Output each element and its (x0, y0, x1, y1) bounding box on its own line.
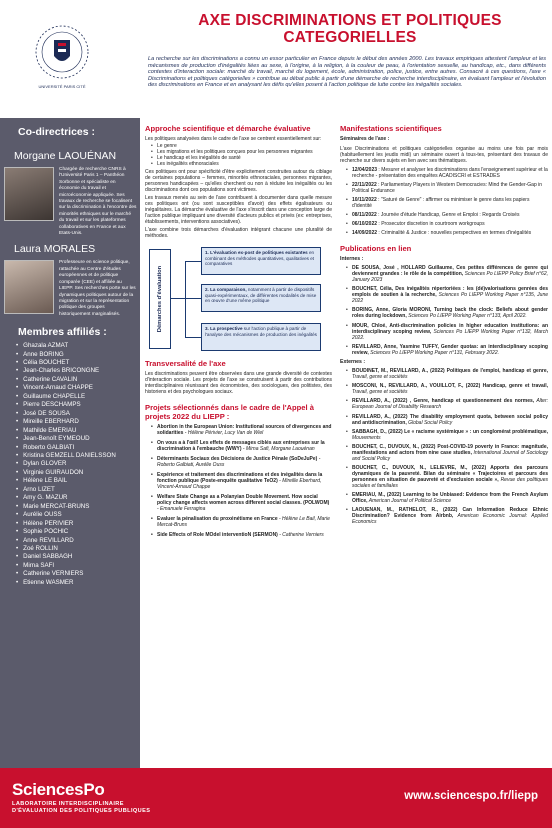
publication-ref: SABBAGH, D., (2022) Le « racisme systémique » : un conglomérat problématique, (352, 428, 548, 435)
lab-name-line-2: D'ÉVALUATION DES POLITIQUES PUBLIQUES (12, 808, 151, 814)
transversalite-heading: Transversalité de l'axe (145, 359, 226, 368)
approche-p4: L'axe combine trois démarches d'évaluation intégrant chacune une pluralité de méthodes. (145, 227, 332, 239)
approche-intro: Les politiques analysées dans le cadre de l'axe se centrent essentiellement sur: (145, 136, 322, 142)
page-title (150, 12, 550, 46)
person2-photo (4, 260, 54, 314)
publication-source: International Journal of Sociology and Social Policy (352, 449, 548, 462)
member-item: • Mireille EBERHARD (16, 418, 140, 426)
member-item: • Mirna SAFI (16, 562, 140, 570)
member-item: • Guillaume CHAPELLE (16, 393, 140, 401)
idex-seal-icon (4, 12, 104, 112)
lab-name-line-1: LABORATOIRE INTERDISCIPLINAIRE (12, 801, 124, 807)
member-item: • Etienne WASMER (16, 579, 140, 587)
publication-ref: REVILLARD, A., (2022) The disability employment quota, between social policy and antidiscrimination, (352, 413, 548, 426)
member-item: • Roberto GALBIATI (16, 444, 140, 452)
diagram-item-3 (201, 323, 321, 351)
member-item: • Jean-Charles BRICONGNE (16, 367, 140, 375)
approche-p2: Ces politiques ont pour spécificité d'être explicitement construites autour du ciblage de certaines populations – femmes, minorités ethnoraciales, personnes migrantes, personnes handicapées – qu'elles cherchent ou non à réduire les inégalités ou les discriminations dont ces populations sont victimes. (145, 169, 332, 193)
member-item: • Hélène PERIVIER (16, 520, 140, 528)
projet-authors: - Hélène Périvier, Lucy Van de Wiel (183, 430, 264, 436)
member-item: • Daniel SABBAGH (16, 553, 140, 561)
publication-item (352, 429, 548, 441)
member-item: • Hélène LE BAIL (16, 477, 140, 485)
person2-desc: Professeure en science politique, rattachée au Centre d'études européennes et de politique comparée (CEE) et affiliée au LIEPP. Ses recherches porte sur les dynamiques politiques autour de la migration et sur la représentation politique des groupes historiquement marginalisés. (59, 260, 136, 317)
diagram-item-3-title: 3. La prospective (205, 326, 243, 331)
codirectrices-heading: Co-directrices : (18, 126, 96, 138)
event-date: 06/10/2022 (352, 221, 378, 227)
publication-ref: BOUCHET, Célia, Des inégalités répertoriées : les (dé)valorisations genrées des emplois de soutien à la recherche, (352, 286, 548, 299)
event-text: : Prosecutor discretion in courtroom workgroups (377, 221, 485, 227)
person1-desc: Chargée de recherche CNRS à l'Université Paris 1 – Panthéon Sorbonne et spécialiste en économie du travail et microéconomie appliquée. Ses travaux de recherche se focalisent sur la discrimination à l'encontre des minorités ethniques sur le marché du travail et sur les plateformes collaboratives en France et aux Etats-Unis. (59, 167, 137, 237)
member-item: • Anne BORING (16, 351, 140, 359)
publication-ref: MOSCONI, N., REVILLARD, A., VOUILLOT, F., (2022) Handicap, genre et travail, (352, 383, 548, 390)
member-item: • Dylan GLOVER (16, 460, 140, 468)
publication-source: Alter: European Journal of Disability Research (352, 398, 548, 411)
title-line-2: CATEGORIELLES (283, 29, 417, 46)
member-item: • Kristina GEMZELL DANIELSSON (16, 452, 140, 460)
publication-item (352, 265, 548, 283)
publication-ref: REVILLARD, A., (2022) , Genre, handicap et questionnement des normes, (352, 398, 535, 405)
diagram-item-1-title: 1. L'évaluation ex-post de politiques existantes (205, 250, 308, 255)
projet-item (157, 456, 332, 468)
seminaires-label: Séminaires de l'axe : (340, 136, 390, 142)
approche-item: • Les migrations et les politiques conçues pour les personnes migrantes (157, 149, 332, 155)
publication-source: Sciences Po LIEPP Working Paper n°135, June 2022 (352, 292, 549, 305)
publication-item (352, 507, 548, 525)
approche-heading: Approche scientifique et démarche évaluative (145, 124, 311, 133)
members-list (16, 342, 140, 587)
projet-title: Side Effects of Role MOdel interventioN (SERMON) (157, 532, 278, 538)
title-line-1: AXE DISCRIMINATIONS ET POLITIQUES (198, 12, 502, 29)
event-item (352, 221, 548, 227)
publications-heading: Publications en lien (340, 244, 412, 253)
members-heading: Membres affiliés : (18, 326, 107, 339)
publication-item (352, 323, 548, 341)
publication-item (352, 465, 548, 489)
member-item: • Catherine VERNIERS (16, 570, 140, 578)
projet-authors: - Hélène Le Bail, Marie Mercat-Bruns (157, 516, 330, 528)
approche-p3: Les travaux menés au sein de l'axe contribuent à documenter dans quelle mesure ces politiques ont (ou sont susceptibles d'avoir) des effets égalisateurs ou inégalitaires. La démarche évaluative de l'axe s'inscrit dans une conception large de l'action publique impliquant une diversité d'acteurs publics et privés (ex: entreprises, établissements, interventions associatives). (145, 195, 332, 225)
event-text: : Criminalité & Justice : nouvelles perspectives en termes d'inégalités (377, 230, 532, 236)
event-item (352, 230, 548, 236)
footer (0, 768, 552, 828)
member-item: • Aurélie OUSS (16, 511, 140, 519)
manifestations-heading: Manifestations scientifiques (340, 124, 442, 133)
publication-ref: BORING, Anne, Gloria MORONI, Turning back the clock: Beliefs about gender roles during lockdown, (352, 307, 548, 320)
events-list (352, 167, 548, 236)
member-item: • Vincent-Arnaud CHAPPE (16, 384, 140, 392)
externes-list (352, 368, 548, 526)
evaluation-diagram (145, 243, 332, 353)
publication-ref: BOUCHET, C., DUVOUX, N., LELIEVRE, M., (2022) Apports des parcours dynamiques de la pauvreté. Bilan du séminaire « Trajectoires et parcours des personnes en situation de pauvreté et d'exclusion sociale », (352, 465, 548, 484)
publication-ref: LAOUENAN, M., RATHELOT, R., (2022) Can Information Reduce Ethnic Discrimination? Evidence from Airbnb, (352, 507, 548, 520)
diagram-item-2-text: notamment à partir de dispositifs quasi-expérimentaux, de différentes modalités de mise en œuvre d'une même politique (205, 287, 317, 304)
projet-authors: - Emanuele Ferragina (157, 506, 206, 512)
event-date: 14/09/2022 (352, 230, 378, 236)
person2-card (4, 260, 140, 318)
member-item: • Jean-Benoît EYMEOUD (16, 435, 140, 443)
diagram-vertical-box (149, 249, 171, 349)
person1-photo (4, 167, 54, 221)
diagram-connector (185, 261, 186, 337)
publication-ref: REVILLARD, Anne, Yasmine TUFFY, Gender quotas: an interdisciplinary scoping review, (352, 343, 548, 356)
transversalite-text: Les discriminations peuvent être observées dans une grande diversité de contextes d'interaction sociale. Les projets de l'axe se construisent à partir des contributions interdisciplinaires réunissant des économistes, des sociologues, des politistes, des historiens et des psychologues sociaux. (145, 371, 332, 395)
publication-item (352, 444, 548, 462)
member-item: • Mathilde EMERIAU (16, 427, 140, 435)
internes-list (352, 265, 548, 356)
projet-authors: - Mireille Eberhard, Vincent-Arnaud Chappe (157, 478, 322, 490)
diagram-item-1 (201, 247, 321, 275)
publication-source: American Journal of Political Science (367, 498, 452, 505)
idex-logo (4, 12, 104, 112)
event-date: 08/11/2022 (352, 212, 377, 218)
diagram-connector (185, 337, 201, 338)
projets-list (157, 424, 332, 538)
diagram-item-2-title: 2. La comparaison, (205, 287, 247, 292)
approche-item: • Le genre (157, 143, 332, 149)
member-item: • Zoé ROLLIN (16, 545, 140, 553)
internes-label: Internes : (340, 256, 364, 262)
publication-ref: EMERIAU, M., (2022) Learning to be Unbiased: Evidence from the French Asylum Office, (352, 492, 548, 505)
publication-item (352, 398, 548, 410)
publication-source: Travail, genre et sociétés (352, 373, 408, 380)
event-item (352, 212, 548, 218)
publication-source: Sciences Po LIEPP Working Paper n°132, March 2022. (352, 328, 548, 341)
event-date: 12/04/2023 (352, 167, 378, 173)
diagram-item-1-text: en combinant des méthodes quantitatives, qualitatives et comparatives (205, 250, 315, 267)
projet-item (157, 494, 332, 512)
member-item: • Sophie POCHIC (16, 528, 140, 536)
projet-authors: - Mirna Safi, Morgane Laouénan (241, 446, 315, 452)
member-item: • Marie MERCAT-BRUNS (16, 503, 140, 511)
projet-authors: - Catherine Verniers (277, 532, 324, 538)
publication-ref: BOUDINET, M., REVILLARD, A., (2022) Politiques de l'emploi, handicap et genre, (352, 367, 548, 374)
projet-authors: - Roberto Galbiati, Aurélie Ouss (157, 456, 321, 468)
member-item: • José DE SOUSA (16, 410, 140, 418)
publication-item (352, 368, 548, 380)
seminaires-text: L'axe Discriminations et politiques catégorielles organise au moins une fois par mois (habituellement les jeudis midi) un séminaire ouvert à tous-tes, présentant des travaux de recherche sur divers sujets en lien avec ses thématiques. (340, 146, 548, 164)
person1-card (4, 167, 140, 237)
website-link[interactable]: www.sciencespo.fr/liepp (404, 790, 538, 802)
projet-title: Expérience et traitement des discriminations et des inégalités dans la fonction publique (Poste-enquête qualitative TeO2) (157, 472, 323, 484)
projet-title: Welfare State Change as a Polanyian Double Movement. How social policy change affects women across different social classes. (POLWOM) (157, 494, 330, 506)
publication-ref: DE SOUSA, José , HOLLARD Guillaume, Ces petites différences de genre qui deviennent grandes : le rôle de la compétition, (352, 265, 548, 277)
member-item: • Amy G. MAZUR (16, 494, 140, 502)
event-item (352, 182, 548, 194)
publication-source: Travail, genre et sociétés (352, 389, 408, 396)
person1-name: Morgane LAOUÉNAN (14, 150, 117, 162)
projet-title: Déterminants Sociaux des Décisions de Justice Pénale (SoDeJuPe) (157, 456, 318, 462)
publication-item (352, 383, 548, 395)
approche-item: • Le handicap et les inégalités de santé (157, 155, 332, 161)
svg-text:UNIVERSITÉ PARIS CITÉ: UNIVERSITÉ PARIS CITÉ (38, 84, 86, 89)
sidebar (0, 118, 140, 768)
event-text: : Journée d'étude Handicap, Genre et Emploi : Regards Croisés (376, 212, 520, 218)
projet-title: Evaluer la pénalisation du proxénétisme en France (157, 516, 278, 522)
publication-source: Mouvements (352, 434, 381, 441)
projet-item (157, 516, 332, 528)
event-item (352, 167, 548, 179)
event-item (352, 197, 548, 209)
publication-item (352, 307, 548, 319)
member-item: • Arno LIZET (16, 486, 140, 494)
event-date: 22/11/2022 (352, 182, 377, 188)
publication-ref: MOUR, Chloé, Anti-discrimination policies in higher education institutions: an interdisciplinary scoping review, (352, 322, 548, 335)
diagram-connector (185, 261, 201, 262)
member-item: • Ghazala AZMAT (16, 342, 140, 350)
publication-item (352, 414, 548, 426)
projets-heading: Projets sélectionnés dans le cadre de l'Appel à projets 2022 du LIEPP : (145, 403, 314, 421)
column-right (340, 124, 548, 529)
member-item: • Virginie GUIRAUDON (16, 469, 140, 477)
event-text: : "Saturé de Genre" : affirmer ou minimiser le genre dans les papiers d'identité (352, 197, 530, 209)
projet-item (157, 440, 332, 452)
lab-name (12, 801, 150, 815)
column-left (145, 124, 332, 542)
diagram-item-3-text: sur l'action publique à partir de l'analyse des mécanismes de production des inégalités (205, 326, 317, 337)
projet-item (157, 472, 332, 490)
approche-list (157, 143, 332, 167)
publication-source: Global Social Policy (406, 419, 453, 426)
member-item: • Pierre DESCHAMPS (16, 401, 140, 409)
publication-ref: BOUCHET, C., DUVOUX, N., (2022) Post-COVID-19 poverty in France: magnitude, manifestations and actors from nine case studies, (352, 443, 548, 456)
event-text: : Parliamentary Players in Western Democracies: Mind the Gender-Gap in Political Endurance (352, 182, 543, 194)
projet-item (157, 532, 332, 538)
publication-item (352, 344, 548, 356)
person2-name: Laura MORALES (14, 243, 96, 256)
projet-title: On vous a à l'œil! Les effets de messages ciblés aux entreprises sur la discrimination à l'embauche (WWY) (157, 440, 325, 452)
publication-item (352, 286, 548, 304)
sciencespo-logo: SciencesPo (12, 780, 105, 799)
diagram-vertical-label: Démarches d'évaluation (157, 265, 163, 333)
event-date: 10/11/2022 (352, 197, 377, 203)
member-item: • Catherine CAVALIN (16, 376, 140, 384)
diagram-item-2 (201, 284, 321, 312)
approche-item: • Les inégalités ethnoraciales (157, 161, 332, 167)
publication-source: American Economic Journal: Applied Economics (352, 513, 548, 526)
diagram-connector (185, 298, 201, 299)
publication-item (352, 492, 548, 504)
publication-source: Revue des politiques sociales et familiales (352, 477, 548, 490)
publication-source: Sciences Po LIEPP Working Paper n°131, February 2022. (368, 349, 499, 356)
projet-title: Abortion in the European Union: Institutional sources of divergences and solidarities (157, 424, 332, 436)
publication-source: Sciences Po LIEPP Working Paper n°133, April 2022. (406, 313, 527, 320)
diagram-connector (171, 298, 185, 299)
externes-label: Externes : (340, 358, 366, 365)
member-item: • Anne REVILLARD (16, 537, 140, 545)
publication-source: Sciences Po LIEPP Policy Brief n°62, January 2023 (352, 271, 548, 283)
projet-item (157, 424, 332, 436)
intro-paragraph: La recherche sur les discriminations a connu un essor particulier en France depuis le début des années 2000. Les travaux empiriques attestent l'ampleur et les mécanismes de production d'inégalités liées au sexe, à l'origine, à la religion, à la couleur de peau, à l'orientation sexuelle, au handicap, etc., dans différents contextes d'interaction sociale: marché du travail, marché du logement, école, administration, police, justice, entre autres. Consacré à ces questions, l'axe « Discriminations et politiques catégorielles » contribue au débat public à partir d'une démarche de recherche interdisciplinaire, en évaluant l'ampleur et l'évolution des discriminations en France et en analysant les défis qu'elles posent à l'action politique de lutte contre les inégalités sociales. (148, 56, 546, 89)
event-text: : Mesurer et analyser les discriminations dans l'enseignement supérieur et la recherche - présentation des enquêtes ACADISCRI et ESTRADES (352, 167, 548, 179)
member-item: • Célia BOUCHET (16, 359, 140, 367)
